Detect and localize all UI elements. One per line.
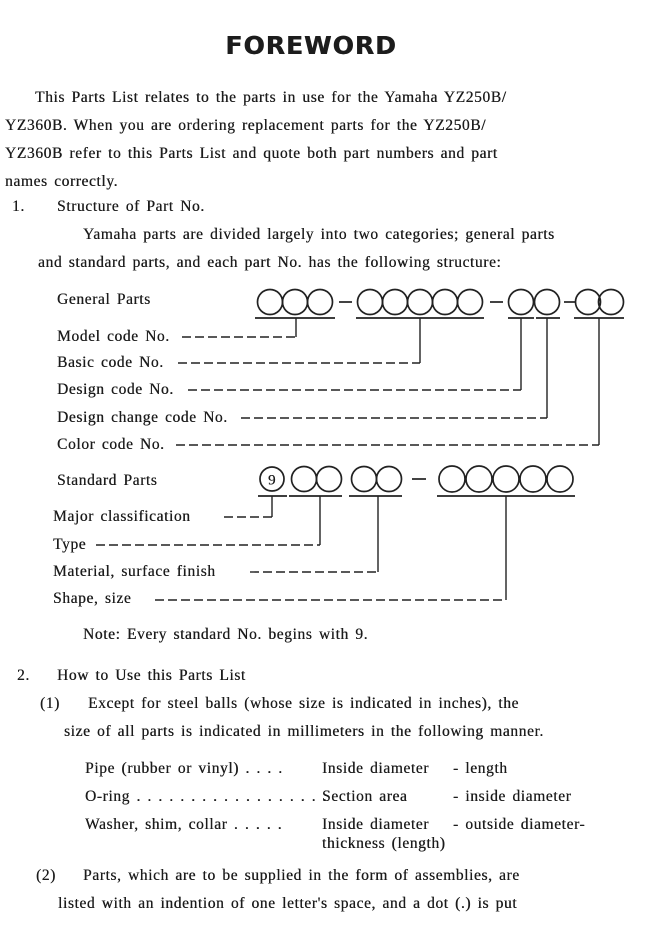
item-2-line-2: listed with an indention of one letter's space, and a dot (.) is put bbox=[58, 895, 518, 912]
item-1-marker: (1) bbox=[40, 695, 60, 712]
standard-parts-diagram bbox=[0, 460, 650, 620]
material-label: Material, surface finish bbox=[53, 562, 221, 582]
page-title: FOREWORD bbox=[225, 31, 397, 60]
definition-row bbox=[85, 787, 571, 806]
definition-left: Inside diameter bbox=[322, 760, 429, 777]
design-code-label: Design code No. bbox=[57, 380, 179, 400]
note-text: Note: Every standard No. begins with 9. bbox=[83, 626, 369, 643]
definition-row bbox=[85, 759, 508, 778]
intro-line-4: names correctly. bbox=[5, 173, 119, 190]
definition-term: Pipe (rubber or vinyl) . . . . bbox=[85, 760, 283, 777]
model-code-circles bbox=[255, 290, 335, 319]
section-1-body-line-2: and standard parts, and each part No. has the following structure: bbox=[38, 254, 502, 271]
section-1-number: 1. bbox=[12, 198, 25, 215]
definition-left: Inside diameter bbox=[322, 816, 429, 833]
section-1-body-line-1: Yamaha parts are divided largely into two categories; general parts bbox=[83, 226, 555, 243]
major-classification-label: Major classification bbox=[53, 507, 196, 527]
intro-line-2: YZ360B. When you are ordering replacement parts for the YZ250B/ bbox=[5, 117, 487, 134]
color-code-label: Color code No. bbox=[57, 435, 170, 455]
section-2-heading: How to Use this Parts List bbox=[57, 667, 246, 684]
basic-code-label: Basic code No. bbox=[57, 353, 169, 373]
definition-row bbox=[85, 815, 585, 853]
major-classification-connector bbox=[224, 496, 272, 517]
design-change-code-label: Design change code No. bbox=[57, 408, 233, 428]
shape-size-label: Shape, size bbox=[53, 589, 136, 609]
design-change-code-circle bbox=[535, 290, 561, 319]
section-1-heading: Structure of Part No. bbox=[57, 198, 205, 215]
nine-circle bbox=[258, 467, 287, 496]
item-2-line-1: Parts, which are to be supplied in the form of assemblies, are bbox=[83, 867, 520, 884]
shape-size-connector bbox=[155, 496, 506, 600]
design-code-circle bbox=[508, 290, 534, 319]
design-code-connector bbox=[188, 318, 521, 390]
material-circles bbox=[349, 467, 402, 497]
item-1-line-2: size of all parts is indicated in millimeters in the following manner. bbox=[64, 723, 544, 740]
basic-code-circles bbox=[356, 290, 484, 319]
basic-code-connector bbox=[178, 318, 420, 363]
definition-right: - inside diameter bbox=[453, 788, 572, 805]
definition-right: - length bbox=[453, 760, 508, 777]
item-2-marker: (2) bbox=[36, 867, 56, 884]
item-1-line-1: Except for steel balls (whose size is indicated in inches), the bbox=[88, 695, 519, 712]
shape-size-circles bbox=[437, 466, 575, 496]
definition-left: Section area bbox=[322, 788, 408, 805]
model-code-label: Model code No. bbox=[57, 327, 175, 347]
intro-line-3: YZ360B refer to this Parts List and quote both part numbers and part bbox=[5, 145, 498, 162]
model-code-connector bbox=[182, 318, 296, 337]
standard-parts-label: Standard Parts bbox=[57, 472, 158, 489]
definition-wrap: thickness (length) bbox=[322, 835, 446, 852]
color-code-circles bbox=[574, 290, 624, 319]
type-circles bbox=[289, 467, 342, 497]
definition-term: Washer, shim, collar . . . . . bbox=[85, 816, 283, 833]
design-change-code-connector bbox=[241, 318, 547, 418]
nine-digit: 9 bbox=[267, 472, 277, 489]
section-2-number: 2. bbox=[17, 667, 30, 684]
material-connector bbox=[250, 496, 378, 572]
general-parts-diagram bbox=[0, 283, 650, 460]
definition-right: - outside diameter- bbox=[453, 816, 586, 833]
type-label: Type bbox=[53, 535, 91, 555]
general-parts-label: General Parts bbox=[57, 291, 151, 308]
definition-term: O-ring . . . . . . . . . . . . . . . . . . bbox=[85, 788, 328, 805]
intro-line-1: This Parts List relates to the parts in use for the Yamaha YZ250B/ bbox=[35, 89, 507, 106]
